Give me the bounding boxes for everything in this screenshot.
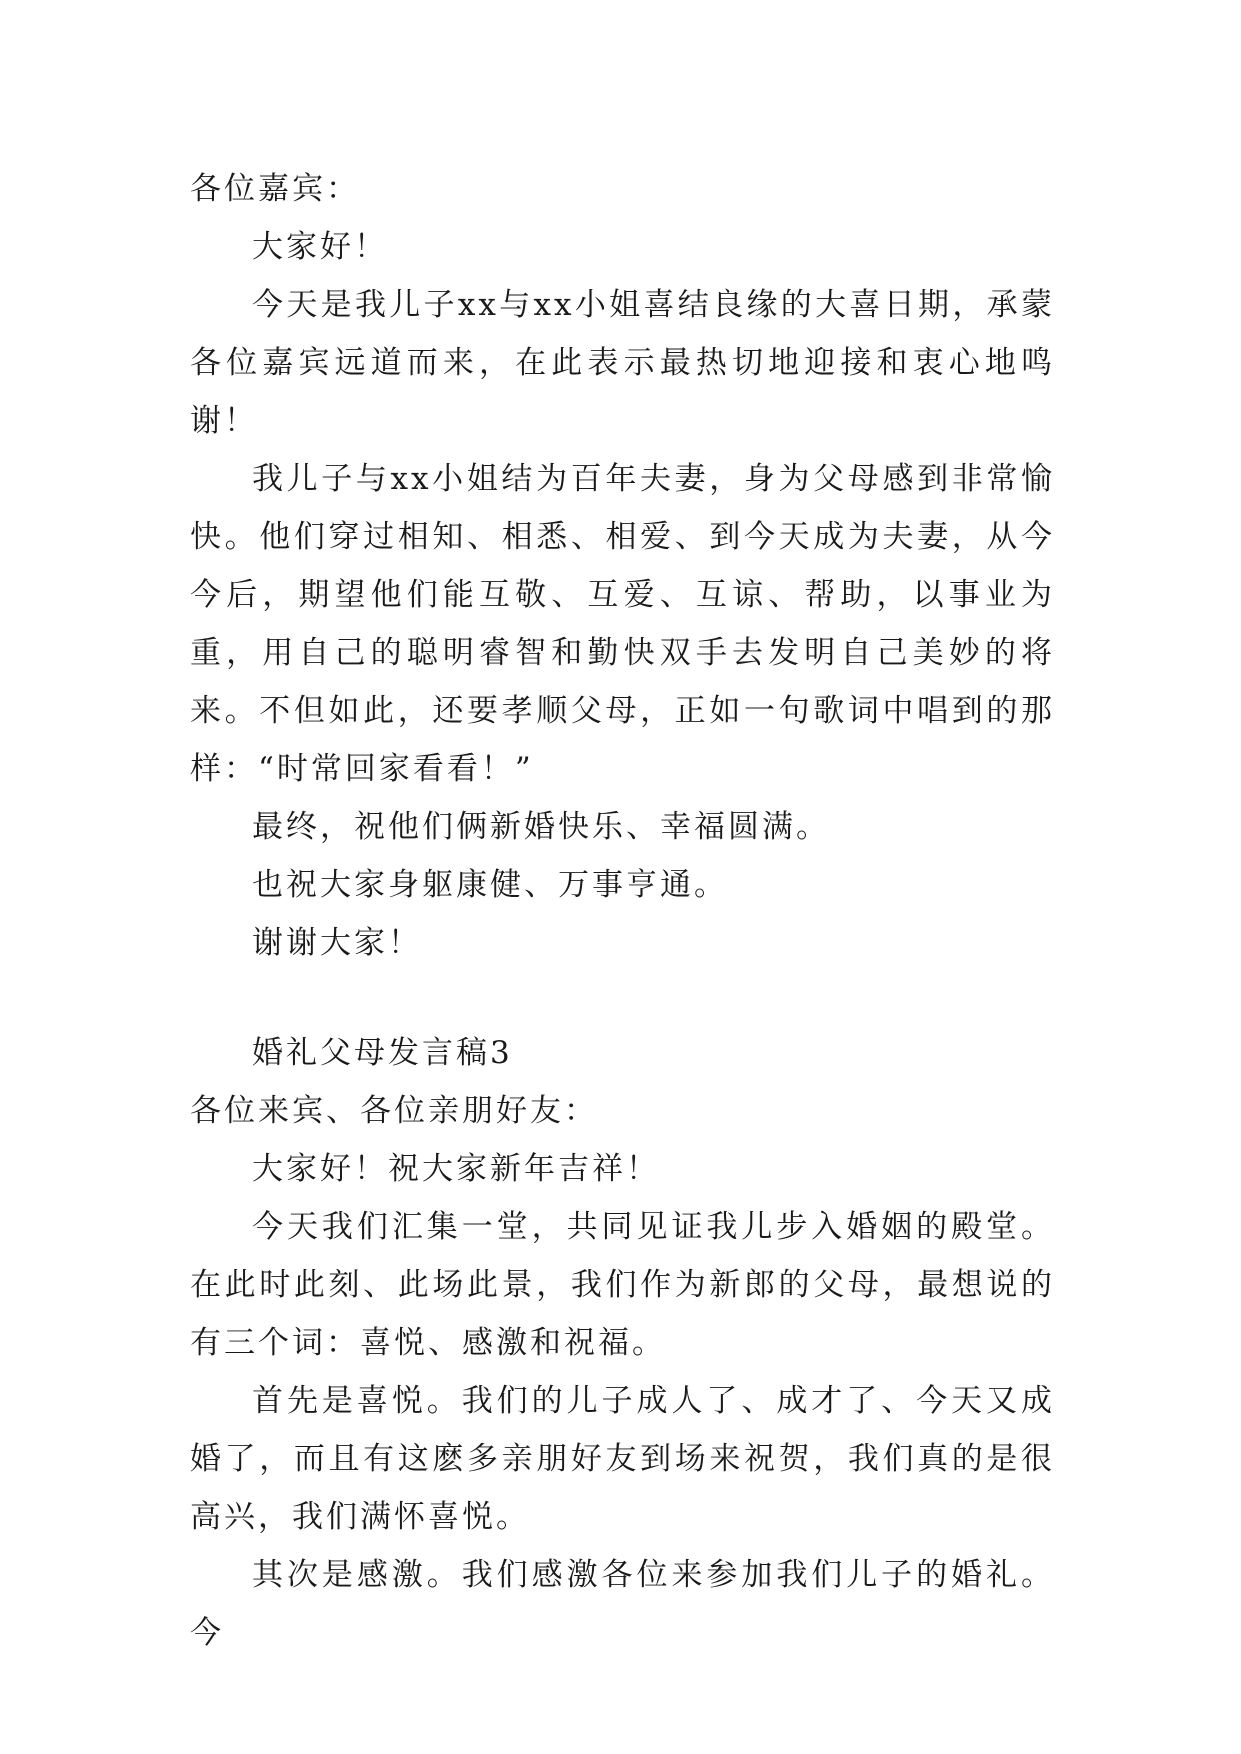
- paragraph-final-blessing: 最终，祝他们俩新婚快乐、幸福圆满。: [252, 809, 830, 845]
- paragraph-joy: 首先是喜悦。我们的儿子成人了、成才了、今天又成婚了，而且有这麽多亲朋好友到场来祝贺，我们真的是很高兴，我们满怀喜悦。: [190, 1383, 1055, 1535]
- salutation-friends: 各位来宾、各位亲朋好友：: [190, 1093, 598, 1129]
- paragraph-wishes-couple: 我儿子与xx小姐结为百年夫妻，身为父母感到非常愉快。他们穿过相知、相悉、相爱、到今天成为夫妻，从今今后，期望他们能互敬、互爱、互谅、帮助，以事业为重，用自己的聪明睿智和勤快双手去发明自己美妙的将来。不但如此，还要孝顺父母，正如一句歌词中唱到的那样：“时常回家看看！”: [190, 461, 1055, 787]
- paragraph-gathering: 今天我们汇集一堂，共同见证我儿步入婚姻的殿堂。在此时此刻、此场此景，我们作为新郎的父母，最想说的有三个词：喜悦、感激和祝福。: [190, 1209, 1055, 1361]
- section-title: 婚礼父母发言稿3: [252, 1035, 513, 1071]
- document-body: [190, 160, 1055, 1662]
- paragraph-blessing-guests: 也祝大家身躯康健、万事亨通。: [252, 867, 728, 903]
- paragraph-greeting: 大家好！: [252, 229, 388, 265]
- paragraph-thanks: 谢谢大家！: [252, 925, 422, 961]
- paragraph-welcome: 今天是我儿子xx与xx小姐喜结良缘的大喜日期，承蒙各位嘉宾远道而来，在此表示最热切地迎接和衷心地鸣谢！: [190, 287, 1055, 439]
- section-gap: [190, 972, 1055, 1024]
- paragraph-gratitude: 其次是感激。我们感激各位来参加我们儿子的婚礼。今: [190, 1557, 1055, 1651]
- salutation-guests: 各位嘉宾：: [190, 171, 360, 207]
- paragraph-new-year-greeting: 大家好！祝大家新年吉祥！: [252, 1151, 660, 1187]
